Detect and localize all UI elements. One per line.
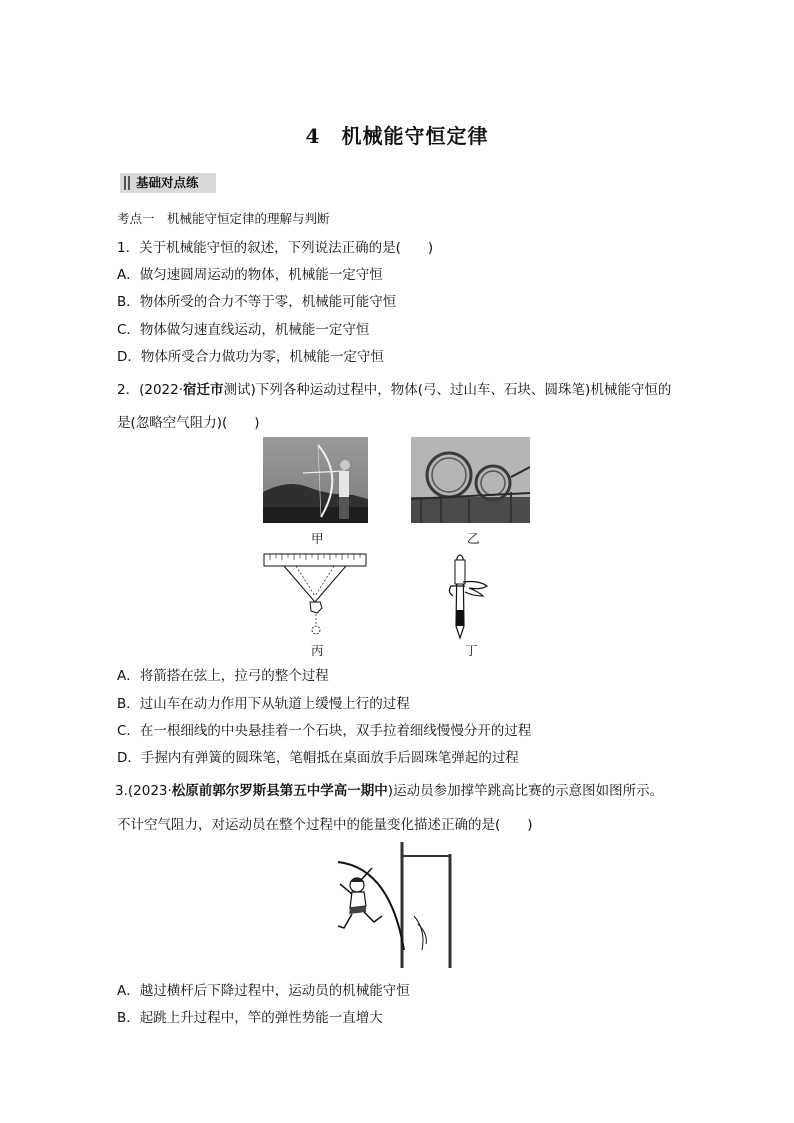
q2-option-c: C．在一根细线的中央悬挂着一个石块，双手拉着细线慢慢分开的过程 [117, 723, 532, 739]
q3-stem [115, 779, 663, 799]
q2-option-d: D．手握内有弹簧的圆珠笔，笔帽抵在桌面放手后圆珠笔弹起的过程 [117, 750, 519, 766]
q3-stem-source: 松原前郭尔罗斯县第五中学高一期中 [171, 783, 388, 799]
q3-option-b: B．起跳上升过程中，竿的弹性势能一直增大 [117, 1010, 383, 1026]
q1-option-c: C．物体做匀速直线运动，机械能一定守恒 [117, 322, 370, 338]
pole-vault-diagram [330, 838, 458, 972]
section-tag [120, 173, 216, 193]
q2-option-b: B．过山车在动力作用下从轨道上缓慢上行的过程 [117, 696, 410, 712]
q2-stem [117, 378, 671, 398]
q1-option-d: D．物体所受合力做功为零，机械能一定守恒 [117, 349, 384, 365]
q1-option-a: A．做匀速圆周运动的物体，机械能一定守恒 [117, 267, 383, 283]
caption-jia: 甲 [311, 531, 324, 546]
q3-option-a: A．越过横杆后下降过程中，运动员的机械能守恒 [117, 983, 410, 999]
caption-bing: 丙 [311, 643, 324, 658]
section-tag-bars [124, 176, 130, 190]
q2-stem-rest: 测试)下列各种运动过程中，物体(弓、过山车、石块、圆珠笔)机械能守恒的 [223, 382, 672, 398]
q2-stem-line2: 是(忽略空气阻力)( ) [117, 415, 260, 431]
archer-photo [263, 437, 368, 523]
q2-option-a: A．将箭搭在弦上，拉弓的整个过程 [117, 668, 329, 684]
section-tag-label: 基础对点练 [136, 175, 199, 190]
q3-stem-prefix: 3.(2023· [115, 783, 172, 799]
page-title: 4 机械能守恒定律 [305, 124, 489, 148]
q1-option-b: B．物体所受的合力不等于零，机械能可能守恒 [117, 294, 397, 310]
q2-stem-prefix: 2．(2022· [117, 382, 184, 398]
hanging-stone-diagram [262, 550, 368, 642]
q2-stem-source: 宿迁市 [183, 382, 224, 398]
q3-stem-rest: )运动员参加撑竿跳高比赛的示意图如图所示。 [387, 783, 664, 799]
spring-pen-diagram [445, 552, 495, 640]
caption-ding: 丁 [465, 643, 478, 658]
roller-coaster-photo [411, 437, 530, 523]
q1-stem: 1．关于机械能守恒的叙述，下列说法正确的是( ) [117, 240, 434, 256]
q3-stem-line2: 不计空气阻力，对运动员在整个过程中的能量变化描述正确的是( ) [117, 817, 533, 833]
topic-heading: 考点一 机械能守恒定律的理解与判断 [117, 211, 330, 226]
caption-yi: 乙 [467, 531, 480, 546]
